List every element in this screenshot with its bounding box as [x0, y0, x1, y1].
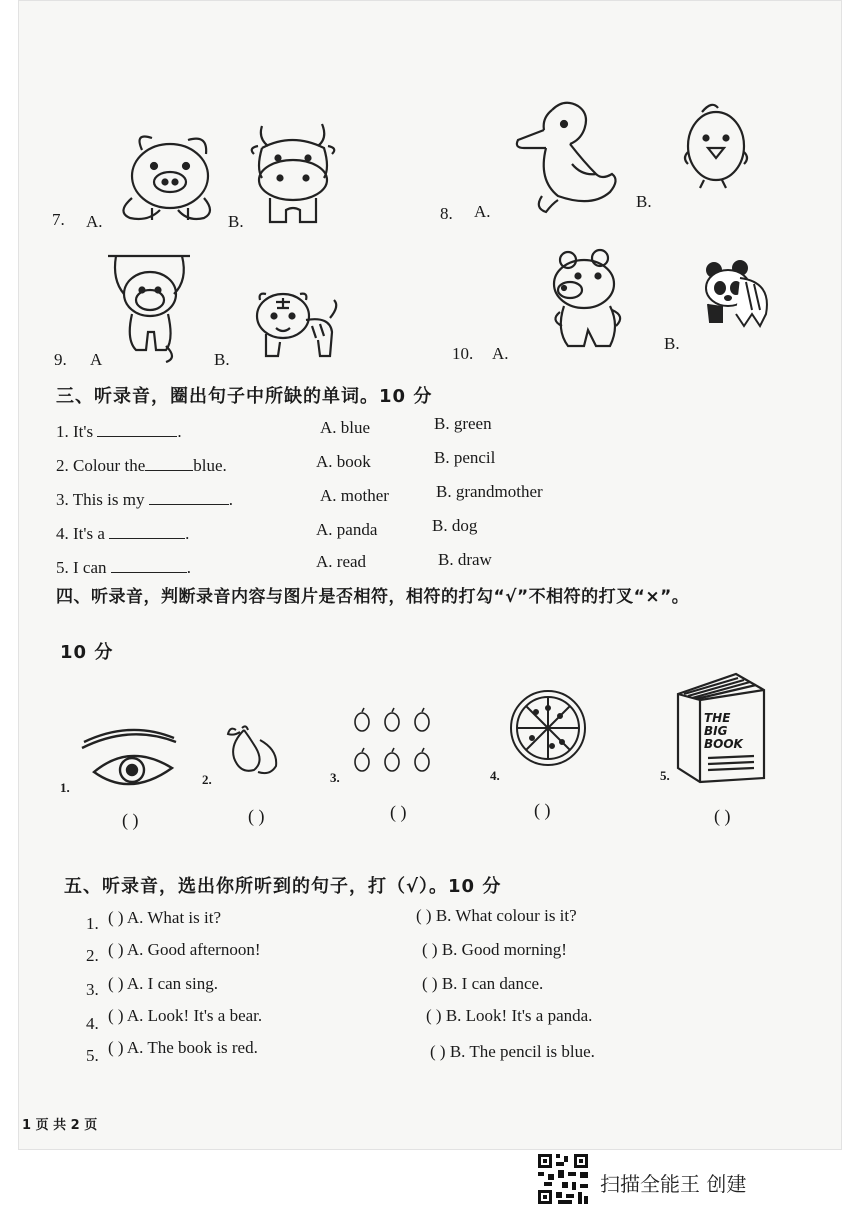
s3-item-1-end: . — [177, 422, 182, 441]
pear-image — [220, 722, 286, 776]
tiger-image — [250, 290, 342, 360]
s4-item-4-number: 4. — [490, 768, 500, 783]
page-number: 1 页 共 2 页 — [22, 1118, 98, 1133]
s3-item-5-option-a[interactable]: A. read — [316, 552, 367, 571]
duck-image — [512, 100, 624, 216]
s3-item-1-option-b[interactable]: B. green — [434, 414, 492, 433]
s3-item-2-text: 2. Colour the — [56, 456, 146, 475]
s3-item-1 — [56, 422, 182, 442]
s3-item-4 — [56, 524, 189, 544]
s4-item-2-number: 2. — [202, 772, 212, 787]
s3-item-3-option-b[interactable]: B. grandmother — [436, 482, 543, 501]
s5-item-3-option-a[interactable]: ( ) A. I can sing. — [108, 974, 219, 993]
section5-title: 五、听录音，选出你所听到的句子，打（√）。10 分 — [64, 876, 502, 897]
s5-item-1-option-a[interactable]: ( ) A. What is it? — [108, 908, 221, 927]
s3-item-1-option-a[interactable]: A. blue — [320, 418, 371, 437]
s3-item-4-blank[interactable] — [109, 524, 185, 539]
s3-item-5-text: 5. I can — [56, 558, 107, 577]
lemons-image — [350, 704, 436, 776]
q8-option-b: B. — [636, 192, 652, 211]
q8-number: 8. — [440, 204, 453, 223]
s3-item-5-blank[interactable] — [111, 558, 187, 573]
section4-score: 10 分 — [60, 642, 114, 663]
s3-item-5-option-b[interactable]: B. draw — [438, 550, 492, 569]
s5-item-4-option-b[interactable]: ( ) B. Look! It's a panda. — [426, 1006, 593, 1025]
s4-item-1-number: 1. — [60, 780, 70, 795]
book-cover-text — [704, 712, 743, 751]
panda-image — [700, 260, 772, 330]
q9-option-a: A — [90, 350, 103, 369]
book-title-line-1: THE — [704, 711, 731, 725]
s3-item-2-option-b[interactable]: B. pencil — [434, 448, 496, 467]
s3-item-5-end: . — [186, 558, 192, 577]
scanner-watermark: 扫描全能王 创建 — [600, 1172, 747, 1196]
s3-item-4-end: . — [185, 524, 190, 543]
s4-item-3-answer[interactable]: ( ) — [390, 802, 407, 822]
pig-image — [112, 128, 216, 224]
s3-item-4-option-b[interactable]: B. dog — [432, 516, 478, 535]
s3-item-5 — [56, 558, 191, 578]
s4-item-5-number: 5. — [660, 768, 670, 783]
eye-image — [80, 728, 180, 794]
s4-item-4-answer[interactable]: ( ) — [534, 800, 551, 820]
q10-option-a: A. — [492, 344, 509, 363]
s5-item-2-number: 2. — [86, 946, 99, 965]
qr-code-icon — [536, 1152, 590, 1206]
s4-item-5-answer[interactable]: ( ) — [714, 806, 731, 826]
s5-item-2-option-a[interactable]: ( ) A. Good afternoon! — [108, 940, 261, 959]
section3-title: 三、听录音，圈出句子中所缺的单词。10 分 — [56, 386, 433, 407]
section4-title: 四、听录音，判断录音内容与图片是否相符，相符的打勾“√”不相符的打叉“×”。 — [56, 587, 690, 607]
s4-item-1-answer[interactable]: ( ) — [122, 810, 139, 830]
s3-item-3 — [56, 490, 233, 510]
s5-item-3-number: 3. — [86, 980, 99, 999]
s3-item-2-end: blue. — [193, 456, 227, 475]
bear-image — [540, 250, 630, 354]
q10-number: 10. — [452, 344, 474, 363]
monkey-image — [104, 250, 194, 362]
q9-option-b: B. — [214, 350, 230, 369]
cow-image — [248, 118, 338, 228]
pizza-image — [508, 688, 588, 768]
s4-item-3-number: 3. — [330, 770, 340, 785]
q7-option-b: B. — [228, 212, 244, 231]
s5-item-3-option-b[interactable]: ( ) B. I can dance. — [422, 974, 544, 993]
s3-item-3-option-a[interactable]: A. mother — [320, 486, 389, 505]
s5-item-5-option-b[interactable]: ( ) B. The pencil is blue. — [430, 1042, 595, 1061]
s3-item-2-option-a[interactable]: A. book — [316, 452, 371, 471]
chick-image — [682, 100, 752, 190]
q8-option-a: A. — [474, 202, 491, 221]
s5-item-4-option-a[interactable]: ( ) A. Look! It's a bear. — [108, 1006, 263, 1025]
s5-item-4-number: 4. — [86, 1014, 99, 1033]
s3-item-2-blank[interactable] — [145, 456, 193, 471]
q7-option-a: A. — [86, 212, 103, 231]
q7-number: 7. — [52, 210, 65, 229]
s4-item-2-answer[interactable]: ( ) — [248, 806, 265, 826]
book-title-line-3: BOOK — [704, 737, 743, 751]
s5-item-2-option-b[interactable]: ( ) B. Good morning! — [422, 940, 567, 959]
s3-item-3-text: 3. This is my — [56, 490, 145, 509]
s5-item-5-option-a[interactable]: ( ) A. The book is red. — [108, 1038, 258, 1057]
q10-option-b: B. — [664, 334, 680, 353]
s3-item-4-text: 4. It's a — [56, 524, 105, 543]
s3-item-3-end: . — [228, 490, 233, 509]
s3-item-1-text: 1. It's — [56, 422, 94, 441]
s5-item-1-option-b[interactable]: ( ) B. What colour is it? — [416, 906, 577, 925]
book-title-line-2: BIG — [704, 724, 728, 738]
s5-item-1-number: 1. — [86, 914, 99, 933]
s3-item-1-blank[interactable] — [97, 422, 177, 437]
s3-item-4-option-a[interactable]: A. panda — [316, 520, 378, 539]
s3-item-3-blank[interactable] — [149, 490, 229, 505]
s3-item-2 — [56, 456, 227, 476]
q9-number: 9. — [54, 350, 67, 369]
s5-item-5-number: 5. — [86, 1046, 99, 1065]
